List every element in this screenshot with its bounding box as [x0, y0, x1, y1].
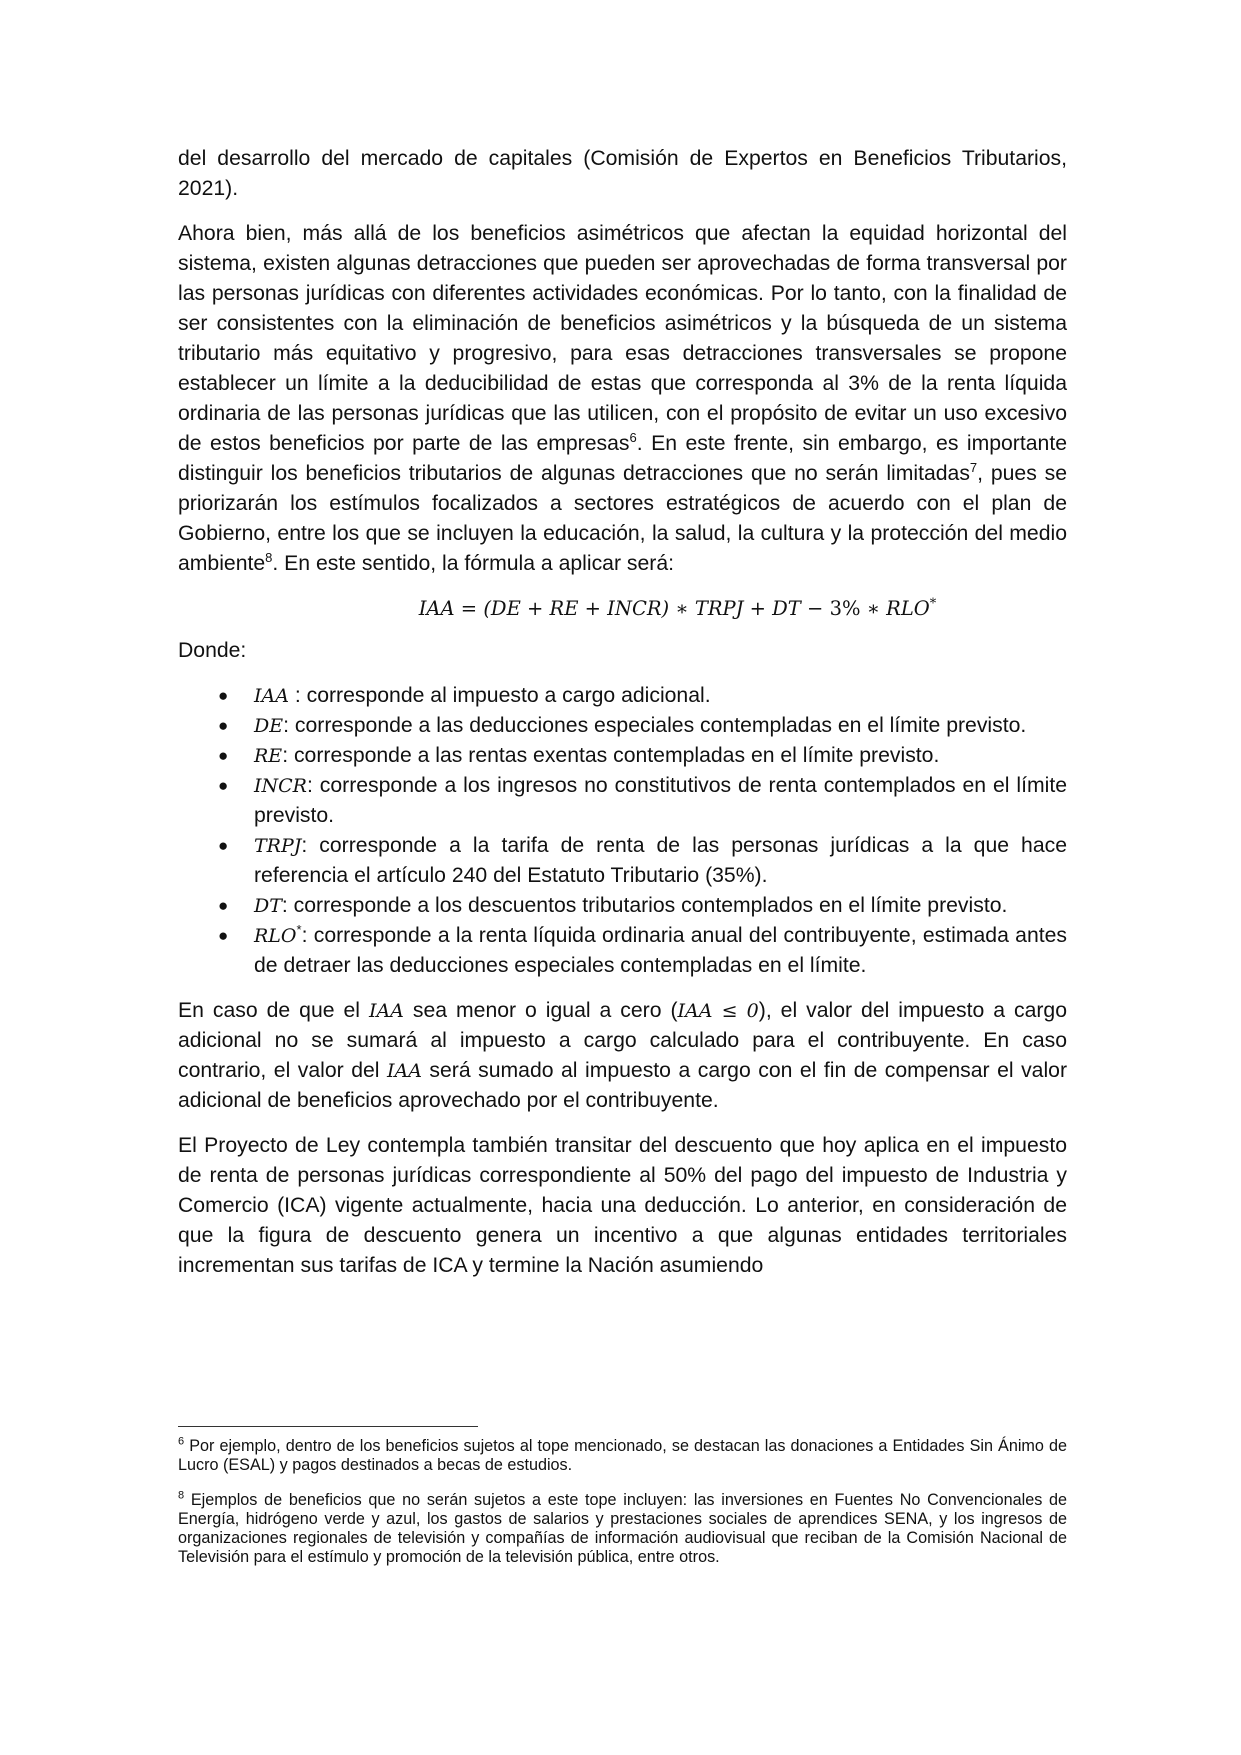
list-item — [178, 831, 1067, 891]
bullet-icon: ● — [218, 716, 229, 735]
inline-symbol: IAA ≤ 0 — [677, 1000, 759, 1022]
definition-text: : corresponde a los ingresos no constitutivos de renta contemplados en el límite previsto. — [254, 774, 1067, 827]
paragraph-iaa-condition — [178, 996, 1067, 1116]
formula — [178, 594, 1067, 624]
paragraph-text: . En este frente, sin embargo, es importante distinguir los beneficios tributarios de algunas detracciones que no serán limitadas — [178, 432, 1067, 485]
paragraph-ica: El Proyecto de Ley contempla también transitar del descuento que hoy aplica en el impuesto de renta de personas jurídicas correspondiente al 50% del pago del impuesto de Industria y Comercio (ICA) vigente actualmente, hacia una deducción. Lo anterior, en consideración de que la figura de descuento genera un incentivo a que algunas entidades territoriales incrementan sus tarifas de ICA y termine la Nación asumiendo — [178, 1134, 1067, 1277]
body-text — [178, 144, 1067, 1296]
definition-symbol: IAA — [254, 685, 289, 707]
footnote-ref: 7 — [969, 459, 978, 475]
bullet-icon: ● — [218, 896, 229, 915]
footnote-divider — [178, 1426, 478, 1427]
paragraph-text: ), el valor del impuesto a cargo adicional no se sumará al impuesto a cargo calculado para el contribuyente. En caso contrario, el valor del — [178, 999, 1067, 1082]
footnote — [178, 1491, 1067, 1567]
paragraph-text: . En este sentido, la fórmula a aplicar será: — [272, 552, 674, 575]
list-item — [178, 681, 1067, 711]
definition-superscript: * — [296, 921, 302, 937]
definition-symbol: DT — [254, 895, 282, 917]
bullet-icon: ● — [218, 926, 229, 945]
list-item — [178, 921, 1067, 981]
footnote-number: 6 — [178, 1435, 185, 1448]
paragraph-text: Ahora bien, más allá de los beneficios asimétricos que afectan la equidad horizontal del sistema, existen algunas detracciones que pueden ser aprovechadas de forma transversal por las personas jurídicas con diferentes actividades económicas. Por lo tanto, con la finalidad de ser consistentes con la eliminación de beneficios asimétricos y la búsqueda de un sistema tributario más equitativo y progresivo, para esas detracciones transversales se propone establecer un límite a la deducibilidad de estas que corresponda al 3% de la renta líquida ordinaria de las personas jurídicas que las utilicen, con el propósito de evitar un uso excesivo de estos beneficios por parte de las empresas — [178, 222, 1067, 455]
continuation-paragraph: del desarrollo del mercado de capitales (Comisión de Expertos en Beneficios Tributarios, 2021). — [178, 147, 1067, 200]
list-item — [178, 711, 1067, 741]
paragraph-text: En caso de que el — [178, 999, 369, 1022]
inline-symbol: IAA — [368, 1000, 404, 1022]
definitions-list — [178, 681, 1067, 981]
footnote-text: Por ejemplo, dentro de los beneficios sujetos al tope mencionado, se destacan las donaciones a Entidades Sin Ánimo de Lucro (ESAL) y pagos destinados a becas de estudios. — [178, 1437, 1067, 1474]
list-item — [178, 741, 1067, 771]
definition-symbol: INCR — [254, 775, 307, 797]
formula-percent: 3% — [829, 597, 861, 620]
paragraph-limit-explanation — [178, 219, 1067, 579]
paragraph-text: sea menor o igual a cero ( — [403, 999, 678, 1022]
definition-symbol: TRPJ — [254, 835, 302, 857]
footnote-ref: 6 — [629, 429, 637, 445]
paragraph-text: será sumado al impuesto a cargo con el fin de compensar el valor adicional de beneficios aprovechado por el contribuyente. — [178, 1059, 1067, 1112]
definition-text: : corresponde a las deducciones especiales contempladas en el límite previsto. — [283, 714, 1027, 737]
definition-text: : corresponde a las rentas exentas contempladas en el límite previsto. — [282, 744, 940, 767]
definition-text: : corresponde a la renta líquida ordinaria anual del contribuyente, estimada antes de detraer las deducciones especiales contempladas en el límite. — [254, 924, 1067, 977]
definition-text: : corresponde a la tarifa de renta de las personas jurídicas a la que hace referencia el artículo 240 del Estatuto Tributario (35%). — [254, 834, 1067, 887]
list-item — [178, 771, 1067, 831]
definition-symbol: DE — [254, 715, 284, 737]
footnote-ref: 8 — [265, 549, 273, 565]
footnote-text: Ejemplos de beneficios que no serán sujetos a este tope incluyen: las inversiones en Fuentes No Convencionales de Energía, hidrógeno verde y azul, los gastos de salarios y prestaciones sociales de aprendices SENA, y los ingresos de organizaciones regionales de televisión y compañías de información audiovisual que reciban de la Comisión Nacional de Televisión para el estímulo y promoción de la televisión pública, entre otros. — [178, 1491, 1067, 1566]
formula-lhs: IAA = (DE + RE + INCR) ∗ TRPJ + DT − — [418, 597, 830, 620]
paragraph-text: , pues se priorizarán los estímulos focalizados a sectores estratégicos de acuerdo con el plan de Gobierno, entre los que se incluyen la educación, la salud, la cultura y la protección del medio ambiente — [178, 462, 1067, 575]
bullet-icon: ● — [218, 776, 229, 795]
bullet-icon: ● — [218, 836, 229, 855]
bullet-icon: ● — [218, 746, 229, 765]
list-item — [178, 891, 1067, 921]
formula-rhs: ∗ RLO — [860, 597, 930, 620]
inline-symbol: IAA — [386, 1060, 422, 1082]
definition-symbol: RE — [254, 745, 283, 767]
definition-symbol: RLO — [254, 925, 297, 947]
definition-text: : corresponde al impuesto a cargo adicional. — [288, 684, 711, 707]
footnote — [178, 1437, 1067, 1475]
definition-text: : corresponde a los descuentos tributarios contemplados en el límite previsto. — [281, 894, 1008, 917]
donde-label: Donde: — [178, 639, 247, 662]
formula-superscript: * — [929, 596, 937, 612]
footnote-number: 8 — [178, 1489, 185, 1502]
footnotes — [178, 1426, 1067, 1583]
bullet-icon: ● — [218, 686, 229, 705]
